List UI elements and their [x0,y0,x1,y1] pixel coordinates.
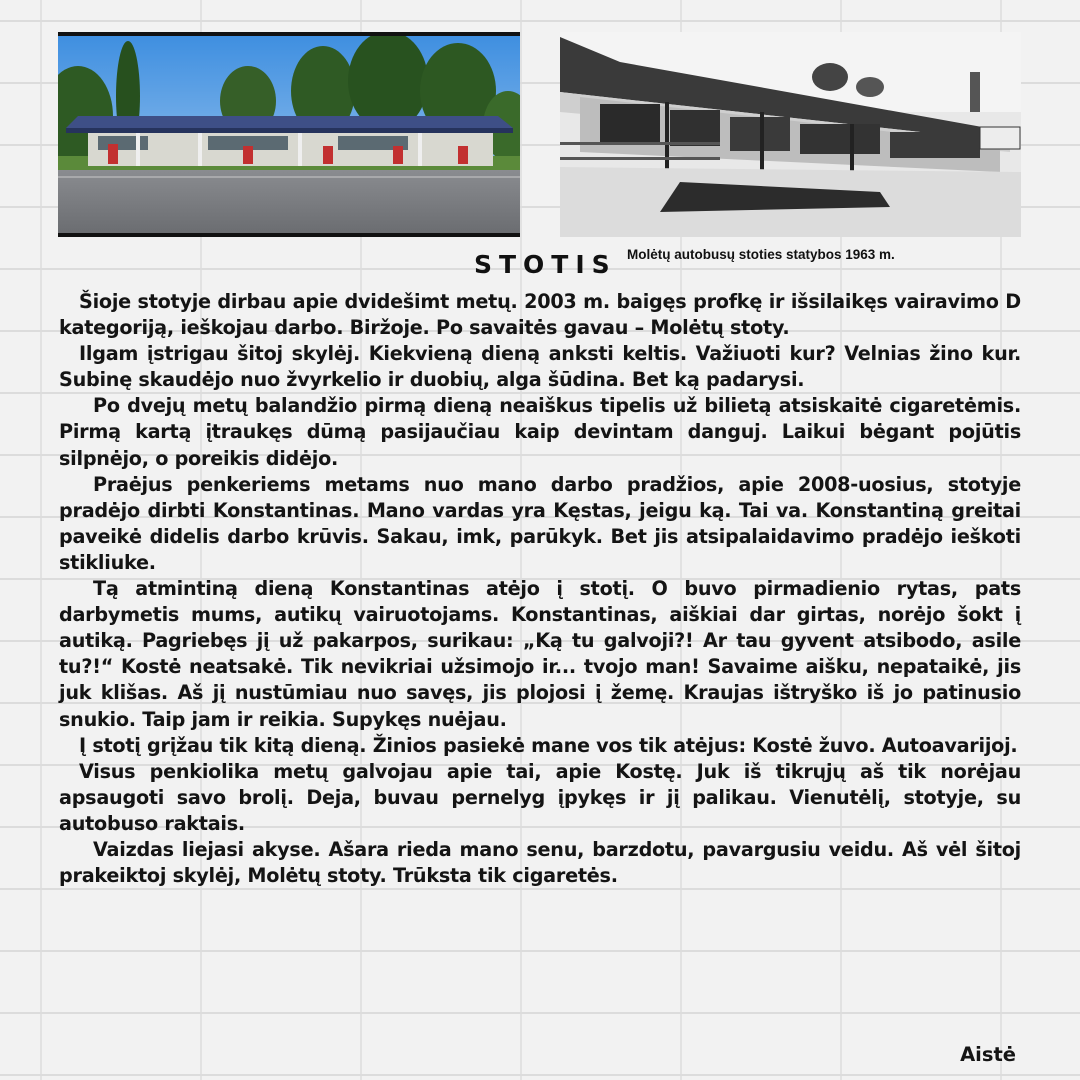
historical-bus-station-photo [560,32,1021,237]
historical-bus-station-illustration [560,32,1021,237]
story-paragraph: Į stotį grįžau tik kitą dieną. Žinios pasiekė mane vos tik atėjus: Kostė žuvo. Autoavarijoj. [79,733,1018,757]
story-paragraph: Vaizdas liejasi akyse. Ašara rieda mano senu, barzdotu, pavargusiu veidu. Aš vėl šitoj prakeiktoj skylėj, Molėtų stoty. Trūksta tik cigaretės. [59,837,1021,888]
modern-bus-station-illustration [58,36,520,233]
story-paragraph: Praėjus penkeriems metams nuo mano darbo pradžios, apie 2008-uosius, stotyje pradėjo dirbti Konstantinas. Mano vardas yra Kęstas, jeigu ką. Tai va. Konstantiną greitai paveikė didelis darbo krūvis. Sakau, imk, parūkyk. Bet jis atsipalaidavimo pradėjo ieškoti stikliuke. [59,472,1021,574]
story-paragraph: Po dvejų metų balandžio pirmą dieną neaiškus tipelis už bilietą atsiskaitė cigaretėmis. Pirmą kartą įtraukęs dūmą pasijaučiau kaip devintam danguj. Laikui bėgant pojūtis silpnėjo, o poreikis didėjo. [59,394,1021,470]
story-paragraph: Visus penkiolika metų galvojau apie tai, apie Kostę. Juk iš tikrųjų aš tik norėjau apsaugoti savo brolį. Deja, buvau pernelyg įpykęs ir jį palikau. Vienutėlį, stotyje, su autobuso raktais. [59,759,1021,835]
photo-caption: Molėtų autobusų stoties statybos 1963 m. [627,247,895,262]
modern-bus-station-photo [58,32,520,237]
story-paragraph: Ilgam įstrigau šitoj skylėj. Kiekvieną dieną anksti keltis. Važiuoti kur? Velnias žino kur. Subinę skaudėjo nuo žvyrkelio ir duobių, alga šūdina. Bet ką padarysi. [59,342,1021,392]
story-paragraph: Šioje stotyje dirbau apie dvidešimt metų. 2003 m. baigęs profkę ir išsilaikęs vairavimo D kategoriją, ieškojau darbo. Biržoje. Po savaitės gavau – Molėtų stoty. [59,290,1021,340]
page-title: STOTIS [474,250,617,279]
story-paragraph: Tą atmintiną dieną Konstantinas atėjo į stotį. O buvo pirmadienio rytas, pats darbymetis mums, autikų vairuotojams. Konstantinas, aiškiai dar girtas, norėjo šokt į autiką. Pagriebęs jį už pakarpos, surikau: „Ką tu galvoji?! Ar tau gyvent atsibodo, asile tu?!“ Kostė neatsakė. Tik nevikriai užsimojo ir... tvojo man! Savaime aišku, nepataikė, jis juk klišas. Aš jį nustūmiau nuo savęs, jis plojosi į žemę. Kraujas ištryško iš jo patinusio snukio. Taip jam ir reikia. Supykęs nuėjau. [59,577,1021,731]
author-signature: Aistė [960,1043,1016,1066]
story-text [59,289,1021,889]
